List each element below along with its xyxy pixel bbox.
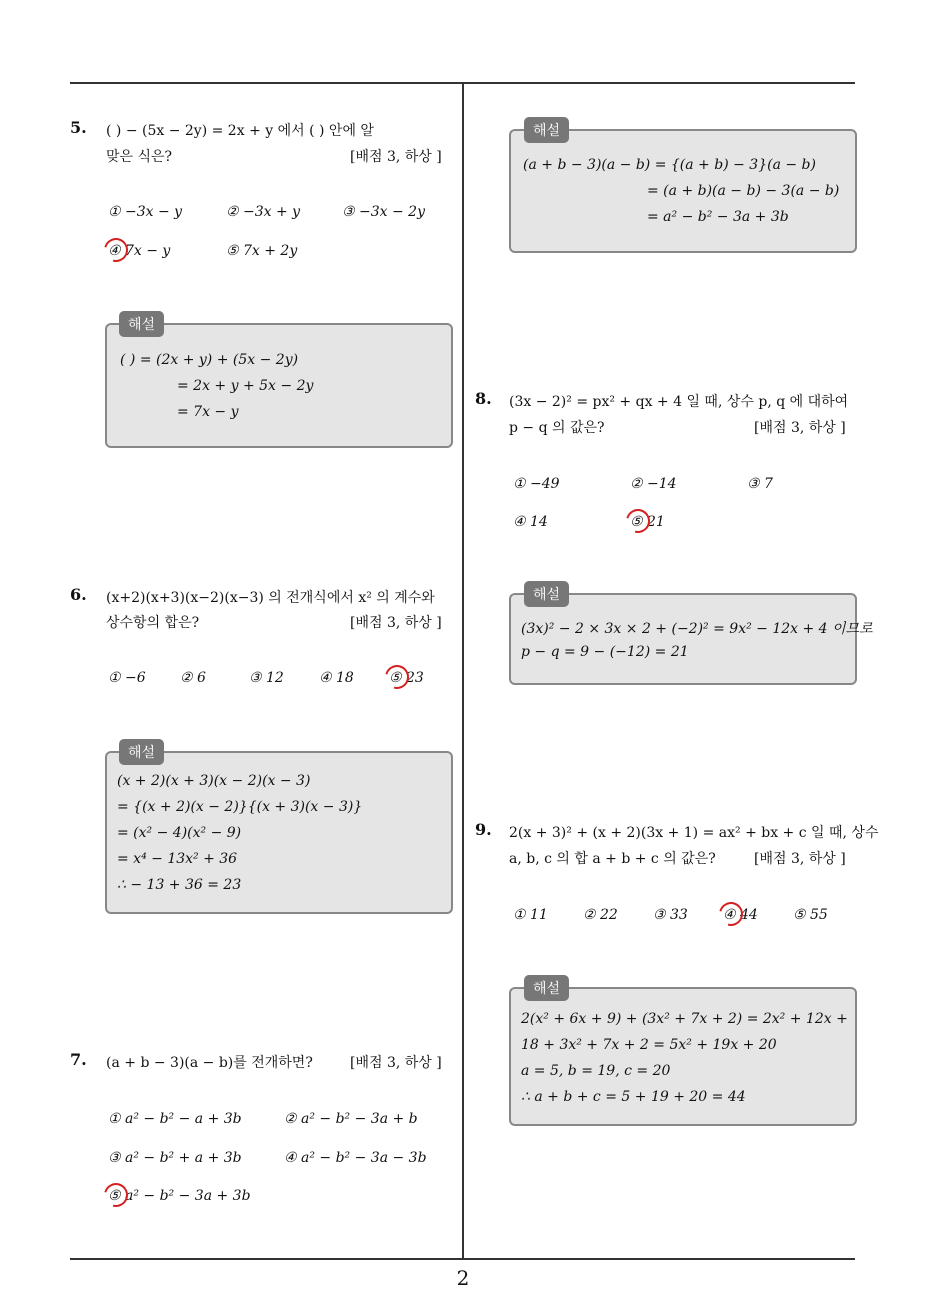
q9-solution-line: ∴ a + b + c = 5 + 19 + 20 = 44	[521, 1089, 746, 1105]
q7-option-3[interactable]: ③ a² − b² + a + 3b	[108, 1150, 242, 1166]
q9-option-3[interactable]: ③ 33	[653, 907, 688, 923]
q8-option-4[interactable]: ④ 14	[513, 514, 548, 530]
q6-solution-line: ∴ − 13 + 36 = 23	[117, 877, 242, 893]
q7-option-2[interactable]: ② a² − b² − 3a + b	[284, 1111, 418, 1127]
q6-solution-line: = x⁴ − 13x² + 36	[117, 851, 238, 867]
q9-option-4[interactable]: ④ 44	[723, 907, 758, 923]
q7-solution-line: (a + b − 3)(a − b) = {(a + b) − 3}(a − b)	[523, 157, 816, 173]
q6-option-4[interactable]: ④ 18	[319, 670, 354, 686]
q9-solution-line: 18 + 3x² + 7x + 2 = 5x² + 19x + 20	[521, 1037, 777, 1053]
q6-number: 6.	[70, 585, 87, 604]
q8-answer-mark	[622, 505, 655, 538]
q9-option-5[interactable]: ⑤ 55	[793, 907, 828, 923]
q5-option-5[interactable]: ⑤ 7x + 2y	[226, 243, 298, 259]
q7-option-1[interactable]: ① a² − b² − a + 3b	[108, 1111, 242, 1127]
q5-option-2[interactable]: ② −3x + y	[226, 204, 301, 220]
q5-number: 5.	[70, 118, 87, 137]
q5-question-line2: 맞은 식은?	[106, 149, 173, 165]
q6-solution-tag: 해설	[119, 739, 164, 765]
q5-option-1[interactable]: ① −3x − y	[108, 204, 183, 220]
q8-solution-tag: 해설	[524, 581, 569, 607]
q6-option-5[interactable]: ⑤ 23	[389, 670, 424, 686]
q5-question-line1: ( ) − (5x − 2y) = 2x + y 에서 ( ) 안에 알	[106, 123, 374, 139]
q7-answer-mark	[100, 1179, 133, 1212]
q6-answer-mark	[381, 661, 414, 694]
q9-solution-line: 2(x² + 6x + 9) + (3x² + 7x + 2) = 2x² + 12x +	[521, 1011, 848, 1027]
q6-score: [배점 3, 하상 ]	[350, 615, 442, 631]
q5-solution-tag: 해설	[119, 311, 164, 337]
column-divider	[462, 83, 464, 1258]
q7-solution-tag: 해설	[524, 117, 569, 143]
q8-option-2[interactable]: ② −14	[630, 476, 677, 492]
q9-question-line1: 2(x + 3)² + (x + 2)(3x + 1) = ax² + bx + c 일 때, 상수	[509, 825, 879, 841]
q7-option-4[interactable]: ④ a² − b² − 3a − 3b	[284, 1150, 427, 1166]
q7-score: [배점 3, 하상 ]	[350, 1055, 442, 1071]
q6-solution-line: = (x² − 4)(x² − 9)	[117, 825, 242, 841]
q7-solution-line: = a² − b² − 3a + 3b	[647, 209, 789, 225]
q9-question-line2: a, b, c 의 합 a + b + c 의 값은?	[509, 851, 716, 867]
q9-solution-box	[509, 987, 857, 1126]
q5-option-4[interactable]: ④ 7x − y	[108, 243, 171, 259]
q5-solution-line: = 2x + y + 5x − 2y	[177, 378, 314, 394]
q6-question-line1: (x+2)(x+3)(x−2)(x−3) 의 전개식에서 x² 의 계수와	[106, 590, 435, 606]
q8-option-1[interactable]: ① −49	[513, 476, 560, 492]
q6-question-line2: 상수항의 합은?	[106, 615, 200, 631]
q8-solution-line: p − q = 9 − (−12) = 21	[521, 644, 689, 660]
q5-answer-mark	[100, 234, 133, 267]
q9-answer-mark	[715, 898, 748, 931]
q9-solution-line: a = 5, b = 19, c = 20	[521, 1063, 671, 1079]
q9-score: [배점 3, 하상 ]	[754, 851, 846, 867]
q9-option-1[interactable]: ① 11	[513, 907, 548, 923]
q8-option-5[interactable]: ⑤ 21	[630, 514, 665, 530]
q6-solution-line: (x + 2)(x + 3)(x − 2)(x − 3)	[117, 773, 311, 789]
q8-question-line1: (3x − 2)² = px² + qx + 4 일 때, 상수 p, q 에 대하여	[509, 394, 849, 410]
q5-solution-line: ( ) = (2x + y) + (5x − 2y)	[120, 352, 299, 368]
q6-option-2[interactable]: ② 6	[180, 670, 206, 686]
q7-solution-line: = (a + b)(a − b) − 3(a − b)	[647, 183, 840, 199]
q5-option-3[interactable]: ③ −3x − 2y	[342, 204, 425, 220]
q9-option-2[interactable]: ② 22	[583, 907, 618, 923]
q7-option-5[interactable]: ⑤ a² − b² − 3a + 3b	[108, 1188, 251, 1204]
q9-solution-tag: 해설	[524, 975, 569, 1001]
q5-score: [배점 3, 하상 ]	[350, 149, 442, 165]
q7-number: 7.	[70, 1050, 87, 1069]
q8-number: 8.	[475, 389, 492, 408]
q8-question-line2: p − q 의 값은?	[509, 420, 605, 436]
page-number: 2	[456, 1266, 470, 1290]
bottom-rule	[70, 1258, 855, 1260]
q6-option-1[interactable]: ① −6	[108, 670, 146, 686]
q8-solution-line: (3x)² − 2 × 3x × 2 + (−2)² = 9x² − 12x + 4 이므로	[521, 621, 873, 637]
q7-question-line1: (a + b − 3)(a − b)를 전개하면?	[106, 1055, 313, 1071]
q6-solution-line: = {(x + 2)(x − 2)}{(x + 3)(x − 3)}	[117, 799, 363, 815]
q6-option-3[interactable]: ③ 12	[249, 670, 284, 686]
q9-number: 9.	[475, 820, 492, 839]
q8-option-3[interactable]: ③ 7	[747, 476, 773, 492]
q5-solution-line: = 7x − y	[177, 404, 239, 420]
q8-score: [배점 3, 하상 ]	[754, 420, 846, 436]
